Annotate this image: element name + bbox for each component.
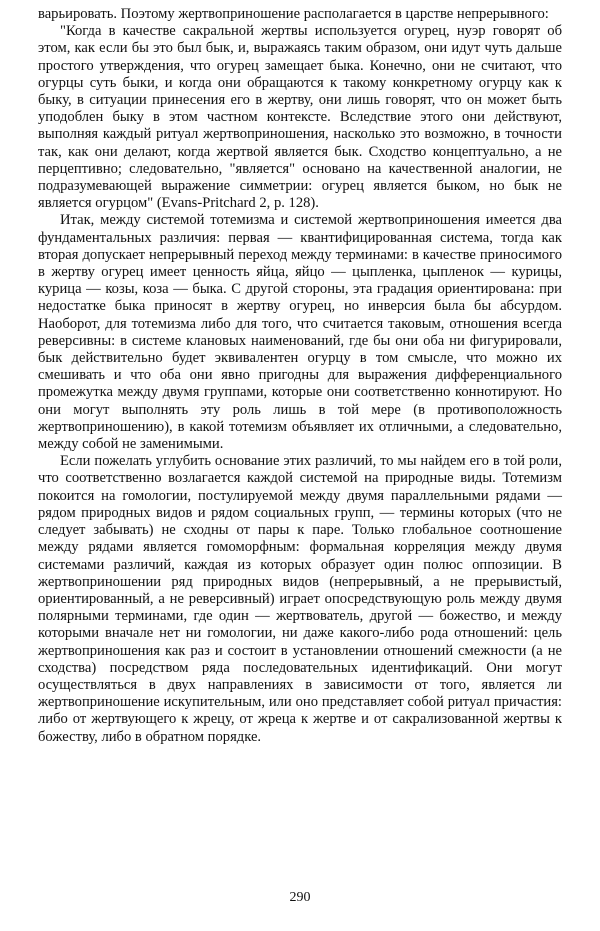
book-page [38, 6, 562, 924]
body-text [38, 6, 562, 746]
page-number: 290 [289, 890, 311, 905]
paragraph-natural-species-role: Если пожелать углубить основание этих различий, то мы найдем его в той роли, что соответственно возлагается каждой системой на природные виды. Тотемизм покоится на гомологии, постулируемой между двумя параллельными рядами — рядом природных видов и рядом социальных групп, — термины которых (что не следует забывать) не сходны от пары к паре. Только глобальное соотношение между рядами является гомоморфным: формальная корреляция между двумя системами различий, каждая из которых образует один полюс оппозиции. В жертвоприношении ряд природных видов (непрерывный, а не прерывистый, ориентированный, а не реверсивный) играет опосредствующую роль между двумя полярными терминами, где один — жертвователь, другой — божество, и между которыми вначале нет ни гомологии, ни даже какого-либо рода отношений: цель жертвоприношения как раз и состоит в установлении отношений смежности (а не сходства) посредством ряда последовательных идентификаций. Они могут осуществляться в двух направлениях в зависимости от того, является ли жертвоприношение искупительным, или оно представляет собой ритуал причастия: либо от жертвующего к жрецу, от жреца к жертве и от сакрализованной жертвы к божеству, либо в обратном порядке. [38, 453, 562, 745]
paragraph-totemism-sacrifice-differences: Итак, между системой тотемизма и системой жертвоприношения имеется два фундаментальных различия: первая — квантифицированная система, тогда как вторая допускает непрерывный переход между терминами: в качестве приносимого в жертву огурец имеет ценность яйца, яйцо — цыпленка, цыпленок — курицы, курица — козы, коза — быка. С другой стороны, эта градация ориентирована: при недостатке быка приносят в жертву огурец, но инверсия была бы абсурдом. Наоборот, для тотемизма либо для того, что считается таковым, отношения всегда реверсивны: в системе клановых наименований, где бы они оба ни фигурировали, бык действительно будет эквивалентен огурцу в том смысле, что можно их смешивать и что оба они явно пригодны для выражения дифференциального промежутка между двумя группами, которые они соответственно коннотируют. Но они могут выполнять эту роль лишь в той мере (в противоположность жертвоприношению), в какой тотемизм объявляет их отличными, а следовательно, между собой не заменимыми. [38, 212, 562, 453]
paragraph-continuation: варьировать. Поэтому жертвоприношение располагается в царстве непрерывного: [38, 6, 549, 22]
quotation-paragraph: "Когда в качестве сакральной жертвы используется огурец, нуэр говорят об этом, как если бы это был бык, и, выражаясь таким образом, они идут чуть дальше простого утверждения, что огурец замещает быка. Конечно, они не считают, что огурцы суть быки, и когда они обращаются к такому конкретному огурцу как к быку, в ситуации принесения его в жертву, они лишь говорят, что он может быть уподоблен быку в этом частном контексте. Вследствие этого они действуют, выполняя каждый ритуал жертвоприношения, насколько это возможно, в точности так, как они делают, когда жертвой является бык. Сходство концептуально, а не перцептивно; следовательно, "является" основано на качественной аналогии, не подразумевающей выражение симметрии: огурец является быком, но бык не является огурцом" (Evans-Pritchard 2, p. 128). [38, 23, 562, 212]
